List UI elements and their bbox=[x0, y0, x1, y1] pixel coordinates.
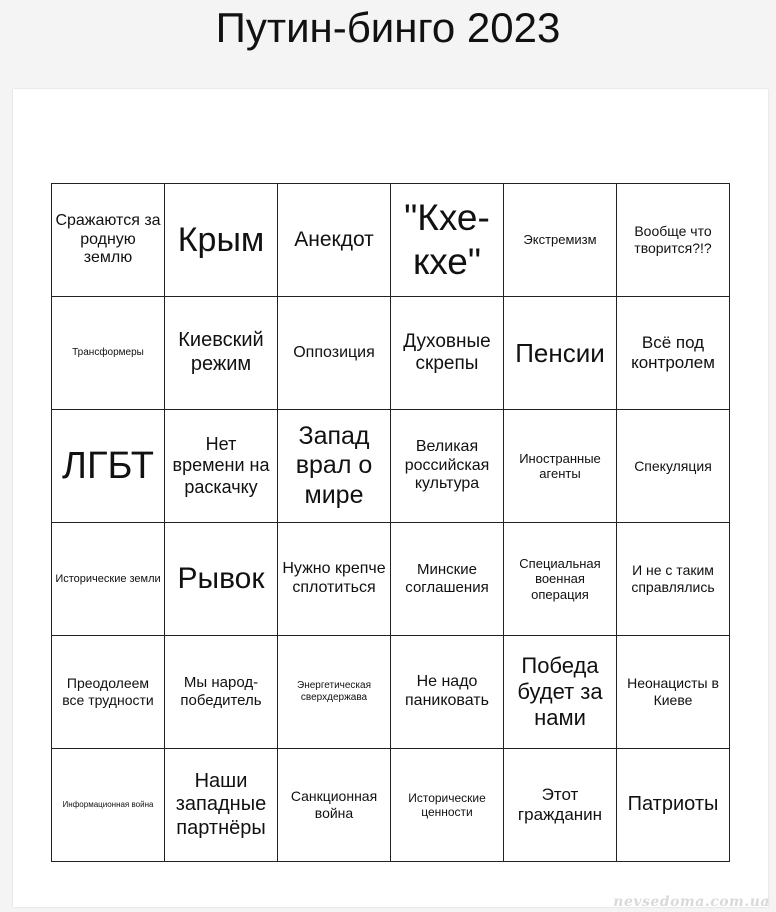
bingo-cell-text: Нет времени на раскачку bbox=[172, 434, 270, 497]
bingo-cell[interactable] bbox=[278, 749, 391, 862]
bingo-cell-text: Трансформеры bbox=[72, 347, 144, 359]
bingo-cell[interactable] bbox=[165, 184, 278, 297]
bingo-cell[interactable] bbox=[504, 410, 617, 523]
bingo-cell-text: Преодолеем все трудности bbox=[62, 675, 154, 708]
bingo-cell[interactable] bbox=[278, 297, 391, 410]
bingo-cell[interactable] bbox=[504, 184, 617, 297]
bingo-cell-text: Нужно крепче сплотиться bbox=[282, 560, 386, 596]
bingo-cell-text: Мы народ-победитель bbox=[180, 674, 262, 709]
bingo-cell[interactable] bbox=[504, 636, 617, 749]
bingo-cell-text: Информационная война bbox=[62, 800, 154, 810]
bingo-cell[interactable] bbox=[165, 297, 278, 410]
bingo-cell[interactable] bbox=[391, 636, 504, 749]
bingo-cell-text: Великая российская культура bbox=[404, 437, 490, 493]
bingo-cell[interactable] bbox=[165, 410, 278, 523]
bingo-cell[interactable] bbox=[504, 749, 617, 862]
bingo-cell-text: Патриоты bbox=[627, 793, 719, 816]
bingo-cell[interactable] bbox=[165, 749, 278, 862]
bingo-cell-text: Победа будет за нами bbox=[517, 653, 603, 730]
bingo-cell-text: Спекуляция bbox=[634, 457, 712, 474]
bingo-cell-text: "Кхе-кхе" bbox=[404, 197, 490, 282]
bingo-cell[interactable] bbox=[504, 297, 617, 410]
bingo-cell-text: Минские соглашения bbox=[405, 561, 489, 596]
bingo-cell[interactable] bbox=[391, 749, 504, 862]
bingo-cell-text: Рывок bbox=[177, 562, 265, 596]
bingo-cell[interactable] bbox=[504, 523, 617, 636]
bingo-cell-text: Киевский режим bbox=[178, 329, 264, 375]
bingo-cell-text: Всё под контролем bbox=[631, 332, 715, 372]
bingo-cell-text: Наши западные партнёры bbox=[175, 769, 267, 839]
bingo-cell-text: ЛГБТ bbox=[62, 444, 154, 487]
bingo-cell[interactable] bbox=[391, 410, 504, 523]
bingo-cell-text: Пенсии bbox=[515, 337, 605, 368]
bingo-cell[interactable] bbox=[617, 523, 730, 636]
bingo-cell-text: Специальная военная операция bbox=[519, 556, 601, 602]
bingo-cell[interactable] bbox=[617, 410, 730, 523]
bingo-cell[interactable] bbox=[617, 749, 730, 862]
bingo-cell[interactable] bbox=[278, 636, 391, 749]
bingo-cell-text: Вообще что творится?!? bbox=[634, 223, 712, 256]
bingo-cell[interactable] bbox=[52, 749, 165, 862]
bingo-cell-text: Сражаются за родную землю bbox=[55, 211, 161, 267]
bingo-cell[interactable] bbox=[617, 297, 730, 410]
bingo-cell[interactable] bbox=[391, 523, 504, 636]
bingo-cell-text: Запад врал о мире bbox=[295, 421, 373, 509]
bingo-cell-text: И не с таким справлялись bbox=[631, 562, 715, 595]
bingo-cell-text: Оппозиция bbox=[293, 343, 375, 361]
page-title: Путин-бинго 2023 bbox=[215, 4, 561, 51]
bingo-cell-text: Не надо паниковать bbox=[405, 673, 489, 709]
bingo-cell-text: Энергетическая сверхдержава bbox=[297, 680, 371, 703]
bingo-cell[interactable] bbox=[52, 184, 165, 297]
bingo-cell-text: Этот гражданин bbox=[517, 784, 603, 824]
bingo-cell-text: Иностранные агенты bbox=[519, 450, 601, 481]
bingo-grid bbox=[51, 183, 730, 862]
bingo-cell-text: Неонацисты в Киеве bbox=[627, 675, 719, 708]
bingo-cell[interactable] bbox=[52, 297, 165, 410]
bingo-cell-text: Анекдот bbox=[294, 227, 374, 251]
bingo-cell-text: Духовные скрепы bbox=[403, 330, 491, 374]
bingo-cell[interactable] bbox=[165, 636, 278, 749]
bingo-cell-text: Экстремизм bbox=[523, 232, 597, 248]
bingo-cell-text: Исторические ценности bbox=[408, 790, 486, 819]
bingo-cell[interactable] bbox=[52, 523, 165, 636]
bingo-cell[interactable] bbox=[278, 410, 391, 523]
bingo-cell-text: Крым bbox=[177, 220, 265, 259]
bingo-cell[interactable] bbox=[391, 184, 504, 297]
watermark: nevsedoma.com.ua bbox=[613, 894, 770, 910]
bingo-cell-text: Санкционная война bbox=[290, 788, 378, 821]
bingo-cell[interactable] bbox=[278, 184, 391, 297]
bingo-cell[interactable] bbox=[278, 523, 391, 636]
bingo-cell[interactable] bbox=[165, 523, 278, 636]
bingo-cell[interactable] bbox=[391, 297, 504, 410]
bingo-cell[interactable] bbox=[617, 636, 730, 749]
bingo-cell[interactable] bbox=[52, 410, 165, 523]
bingo-cell[interactable] bbox=[52, 636, 165, 749]
bingo-cell-text: Исторические земли bbox=[55, 572, 161, 585]
bingo-cell[interactable] bbox=[617, 184, 730, 297]
